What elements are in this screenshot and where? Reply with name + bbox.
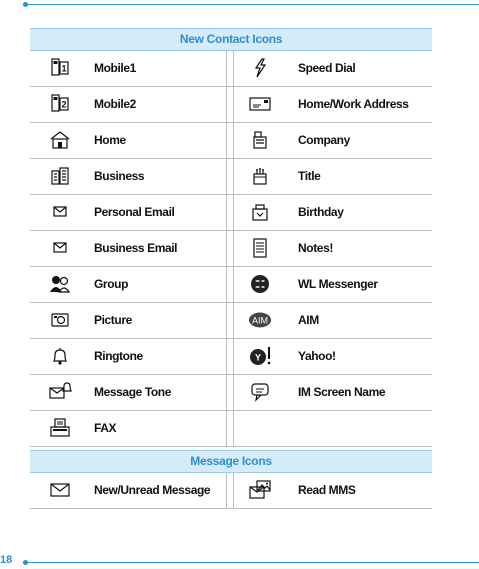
notes-icon — [248, 237, 272, 259]
home-icon — [48, 129, 72, 151]
icon-label: AIM — [298, 313, 319, 327]
table-cell — [30, 339, 227, 374]
picture-icon — [48, 309, 72, 331]
icon-label: Notes! — [298, 241, 333, 255]
table-row — [30, 267, 432, 303]
ringtone-icon — [48, 345, 72, 367]
table-cell — [233, 267, 433, 302]
icon-label: Message Tone — [94, 385, 172, 399]
icon-label: Business — [94, 169, 145, 183]
table-cell — [30, 473, 227, 508]
message-icons-rows — [30, 473, 432, 509]
icon-label: New/Unread Message — [94, 483, 211, 497]
contact-icons-rows — [30, 51, 432, 447]
table-row — [30, 303, 432, 339]
table-cell — [233, 231, 433, 266]
company-icon — [248, 129, 272, 151]
message-tone-icon — [48, 381, 72, 403]
table-row — [30, 231, 432, 267]
icon-label: Mobile2 — [94, 97, 136, 111]
table-row — [30, 195, 432, 231]
page-number: 18 — [0, 554, 13, 566]
personal-email-icon — [48, 201, 72, 223]
business-icon — [48, 165, 72, 187]
mobile1-icon — [48, 57, 72, 79]
svg-text:AIM: AIM — [251, 315, 269, 326]
contact-icons-table — [30, 28, 432, 447]
icon-label: Home — [94, 133, 126, 147]
icon-label: Group — [94, 277, 128, 291]
birthday-icon — [248, 201, 272, 223]
wl-messenger-icon — [248, 273, 272, 295]
table-cell — [30, 303, 227, 338]
icon-label: Personal Email — [94, 205, 175, 219]
table-cell — [30, 123, 227, 158]
table-cell — [233, 303, 433, 338]
contact-icons-header: New Contact Icons — [30, 28, 432, 51]
table-cell — [30, 195, 227, 230]
table-row — [30, 51, 432, 87]
im-screen-name-icon — [248, 381, 272, 403]
fax-icon — [48, 417, 72, 439]
icon-label: Home/Work Address — [298, 97, 409, 111]
icon-label: Title — [298, 169, 321, 183]
table-row — [30, 123, 432, 159]
table-cell — [30, 231, 227, 266]
table-cell — [233, 87, 433, 122]
top-rule — [25, 4, 479, 5]
icon-label: Mobile1 — [94, 61, 136, 75]
aim-icon — [248, 309, 272, 331]
table-cell — [30, 87, 227, 122]
svg-text:1: 1 — [61, 63, 67, 74]
message-icons-header: Message Icons — [30, 450, 432, 473]
icon-label: Read MMS — [298, 483, 356, 497]
table-cell — [30, 51, 227, 86]
table-row — [30, 411, 432, 447]
home-work-address-icon — [248, 93, 272, 115]
title-icon — [248, 165, 272, 187]
yahoo-icon — [248, 345, 272, 367]
svg-text:Y: Y — [254, 352, 262, 363]
table-cell — [233, 195, 433, 230]
icon-label: Company — [298, 133, 350, 147]
table-cell — [233, 411, 433, 446]
business-email-icon — [48, 237, 72, 259]
table-cell — [30, 411, 227, 446]
icon-label: Speed Dial — [298, 61, 356, 75]
table-cell — [233, 473, 433, 508]
read-mms-icon — [248, 479, 272, 501]
icon-label: Yahoo! — [298, 349, 336, 363]
table-cell — [30, 159, 227, 194]
icon-label: Birthday — [298, 205, 344, 219]
icon-label: Ringtone — [94, 349, 143, 363]
group-icon — [48, 273, 72, 295]
table-row — [30, 473, 432, 509]
speed-dial-icon — [248, 57, 272, 79]
table-cell — [233, 159, 433, 194]
table-cell — [233, 123, 433, 158]
icon-label: WL Messenger — [298, 277, 378, 291]
table-cell — [30, 267, 227, 302]
table-row — [30, 339, 432, 375]
table-cell — [233, 51, 433, 86]
table-cell — [30, 375, 227, 410]
table-cell — [233, 375, 433, 410]
message-icons-table — [30, 450, 432, 509]
bottom-rule — [25, 562, 479, 563]
icon-label: IM Screen Name — [298, 385, 386, 399]
icon-label: Business Email — [94, 241, 178, 255]
new-unread-message-icon — [48, 479, 72, 501]
table-row — [30, 375, 432, 411]
table-row — [30, 159, 432, 195]
table-cell — [233, 339, 433, 374]
icon-label: FAX — [94, 421, 117, 435]
mobile2-icon — [48, 93, 72, 115]
svg-text:2: 2 — [61, 99, 67, 110]
table-row — [30, 87, 432, 123]
icon-label: Picture — [94, 313, 132, 327]
